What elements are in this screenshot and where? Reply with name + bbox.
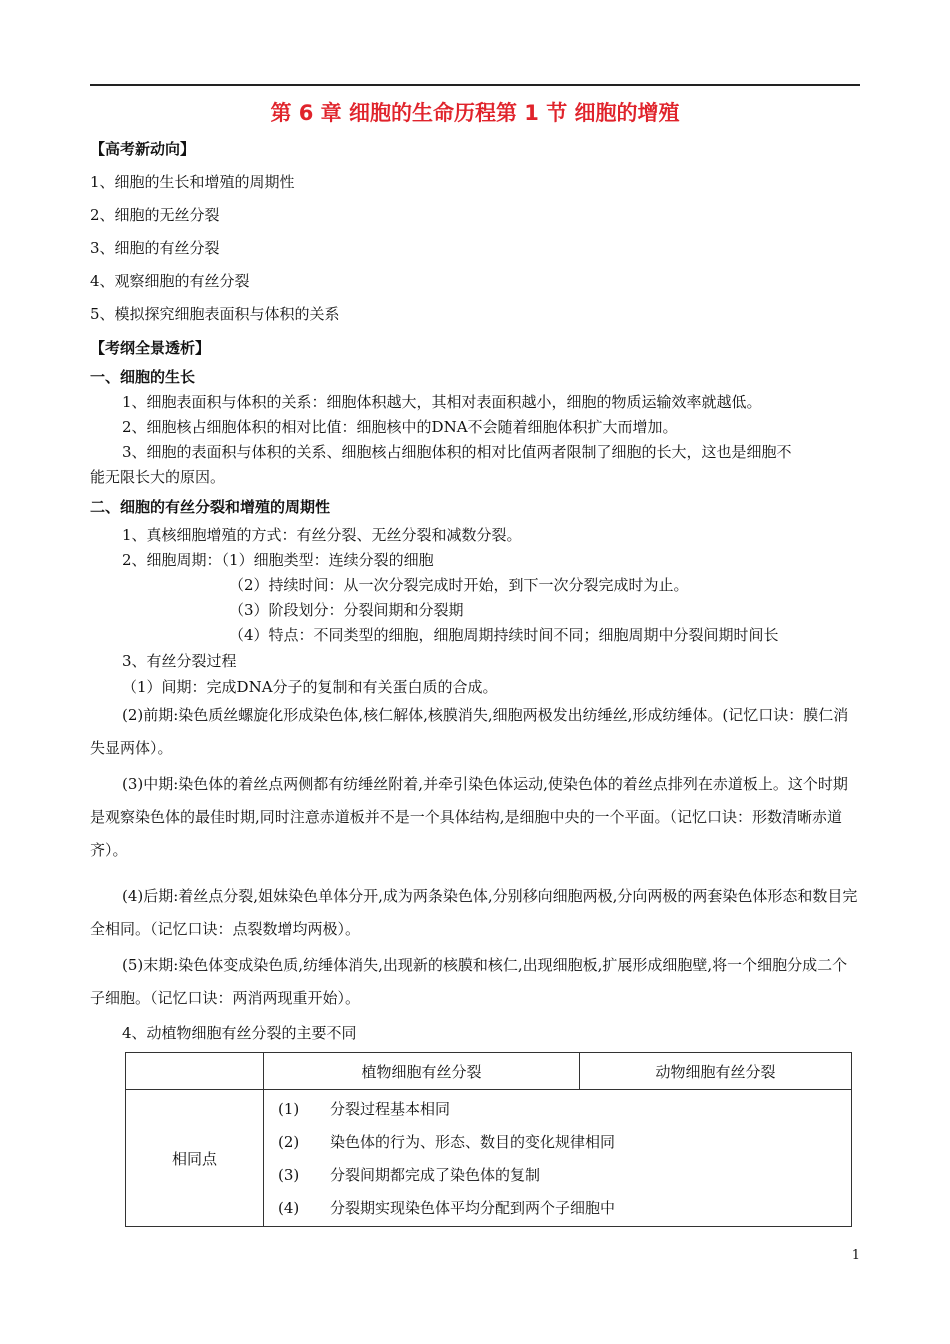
table-header-cell: 动物细胞有丝分裂 bbox=[580, 1053, 852, 1090]
paragraph-anaphase: (4)后期:着丝点分裂,姐妹染色单体分开,成为两条染色体,分别移向细胞两极,分向两极的两套染色体形态和数目完全相同。（记忆口诀：点裂数增均两极）。 bbox=[90, 887, 858, 938]
item-text: 染色体的行为、形态、数目的变化规律相同 bbox=[330, 1133, 616, 1151]
item-text: 分裂过程基本相同 bbox=[330, 1100, 451, 1118]
table-header-cell: 植物细胞有丝分裂 bbox=[264, 1053, 580, 1090]
page-title: 第 6 章 细胞的生命历程第 1 节 细胞的增殖 bbox=[270, 101, 680, 125]
list-item: 5、模拟探究细胞表面积与体积的关系 bbox=[90, 305, 340, 323]
item-number: (1) bbox=[278, 1099, 300, 1118]
paragraph: 2、细胞周期：（1）细胞类型：连续分裂的细胞 bbox=[122, 551, 434, 569]
item-number: (4) bbox=[278, 1198, 300, 1217]
same-points-cell bbox=[264, 1090, 852, 1227]
paragraph-interphase: （1）间期：完成DNA分子的复制和有关蛋白质的合成。 bbox=[122, 678, 498, 696]
paragraph: （3）阶段划分：分裂间期和分裂期 bbox=[229, 601, 464, 619]
paragraph: 3、有丝分裂过程 bbox=[122, 652, 237, 670]
subheading-mitosis: 二、细胞的有丝分裂和增殖的周期性 bbox=[90, 498, 331, 516]
list-item bbox=[264, 1191, 851, 1224]
list-item: 3、细胞的有丝分裂 bbox=[90, 239, 220, 257]
paragraph: 1、细胞表面积与体积的关系：细胞体积越大，其相对表面积越小，细胞的物质运输效率就越低。 bbox=[122, 393, 762, 411]
list-item: 4、观察细胞的有丝分裂 bbox=[90, 272, 250, 290]
item-number: (2) bbox=[278, 1132, 300, 1151]
paragraph: 2、细胞核占细胞体积的相对比值：细胞核中的DNA不会随着细胞体积扩大而增加。 bbox=[122, 418, 678, 436]
comparison-table bbox=[125, 1052, 852, 1227]
list-item bbox=[264, 1092, 851, 1125]
item-text: 分裂间期都完成了染色体的复制 bbox=[330, 1166, 541, 1184]
table-header-row bbox=[126, 1053, 852, 1090]
section-heading-trends: 【高考新动向】 bbox=[90, 140, 196, 158]
paragraph-prophase: (2)前期:染色质丝螺旋化形成染色体,核仁解体,核膜消失,细胞两极发出纺缍丝,形成纺缍体。(记忆口诀：膜仁消失显两体）。 bbox=[90, 706, 849, 757]
paragraph-telophase: (5)末期:染色体变成染色质,纺缍体消失,出现新的核膜和核仁,出现细胞板,扩展形成细胞壁,将一个细胞分成二个子细胞。（记忆口诀：两消两现重开始）。 bbox=[90, 956, 848, 1007]
paragraph: （4）特点：不同类型的细胞，细胞周期持续时间不同；细胞周期中分裂间期时间长 bbox=[229, 626, 779, 644]
page-number: 1 bbox=[851, 1248, 860, 1263]
paragraph: 能无限长大的原因。 bbox=[90, 468, 226, 486]
list-item bbox=[264, 1158, 851, 1191]
header-rule bbox=[90, 84, 860, 86]
paragraph: 1、真核细胞增殖的方式：有丝分裂、无丝分裂和减数分裂。 bbox=[122, 526, 522, 544]
list-item: 1、细胞的生长和增殖的周期性 bbox=[90, 173, 295, 191]
table-header-cell bbox=[126, 1053, 264, 1090]
table-row bbox=[126, 1090, 852, 1227]
paragraph: 3、细胞的表面积与体积的关系、细胞核占细胞体积的相对比值两者限制了细胞的长大，这也是细胞不 bbox=[122, 443, 792, 461]
paragraph: （2）持续时间：从一次分裂完成时开始，到下一次分裂完成时为止。 bbox=[229, 576, 689, 594]
subheading-cell-growth: 一、细胞的生长 bbox=[90, 368, 196, 386]
item-text: 分裂期实现染色体平均分配到两个子细胞中 bbox=[330, 1199, 616, 1217]
row-label: 相同点 bbox=[126, 1090, 264, 1227]
section-heading-outline: 【考纲全景透析】 bbox=[90, 339, 211, 357]
paragraph-metaphase: (3)中期:染色体的着丝点两侧都有纺缍丝附着,并牵引染色体运动,使染色体的着丝点排列在赤道板上。这个时期是观察染色体的最佳时期,同时注意赤道板并不是一个具体结构,是细胞中央的一个平面。（记忆口诀：形数清晰赤道齐）。 bbox=[90, 775, 848, 859]
list-item: 2、细胞的无丝分裂 bbox=[90, 206, 220, 224]
list-item bbox=[264, 1125, 851, 1158]
paragraph: 4、动植物细胞有丝分裂的主要不同 bbox=[122, 1024, 357, 1042]
item-number: (3) bbox=[278, 1165, 300, 1184]
